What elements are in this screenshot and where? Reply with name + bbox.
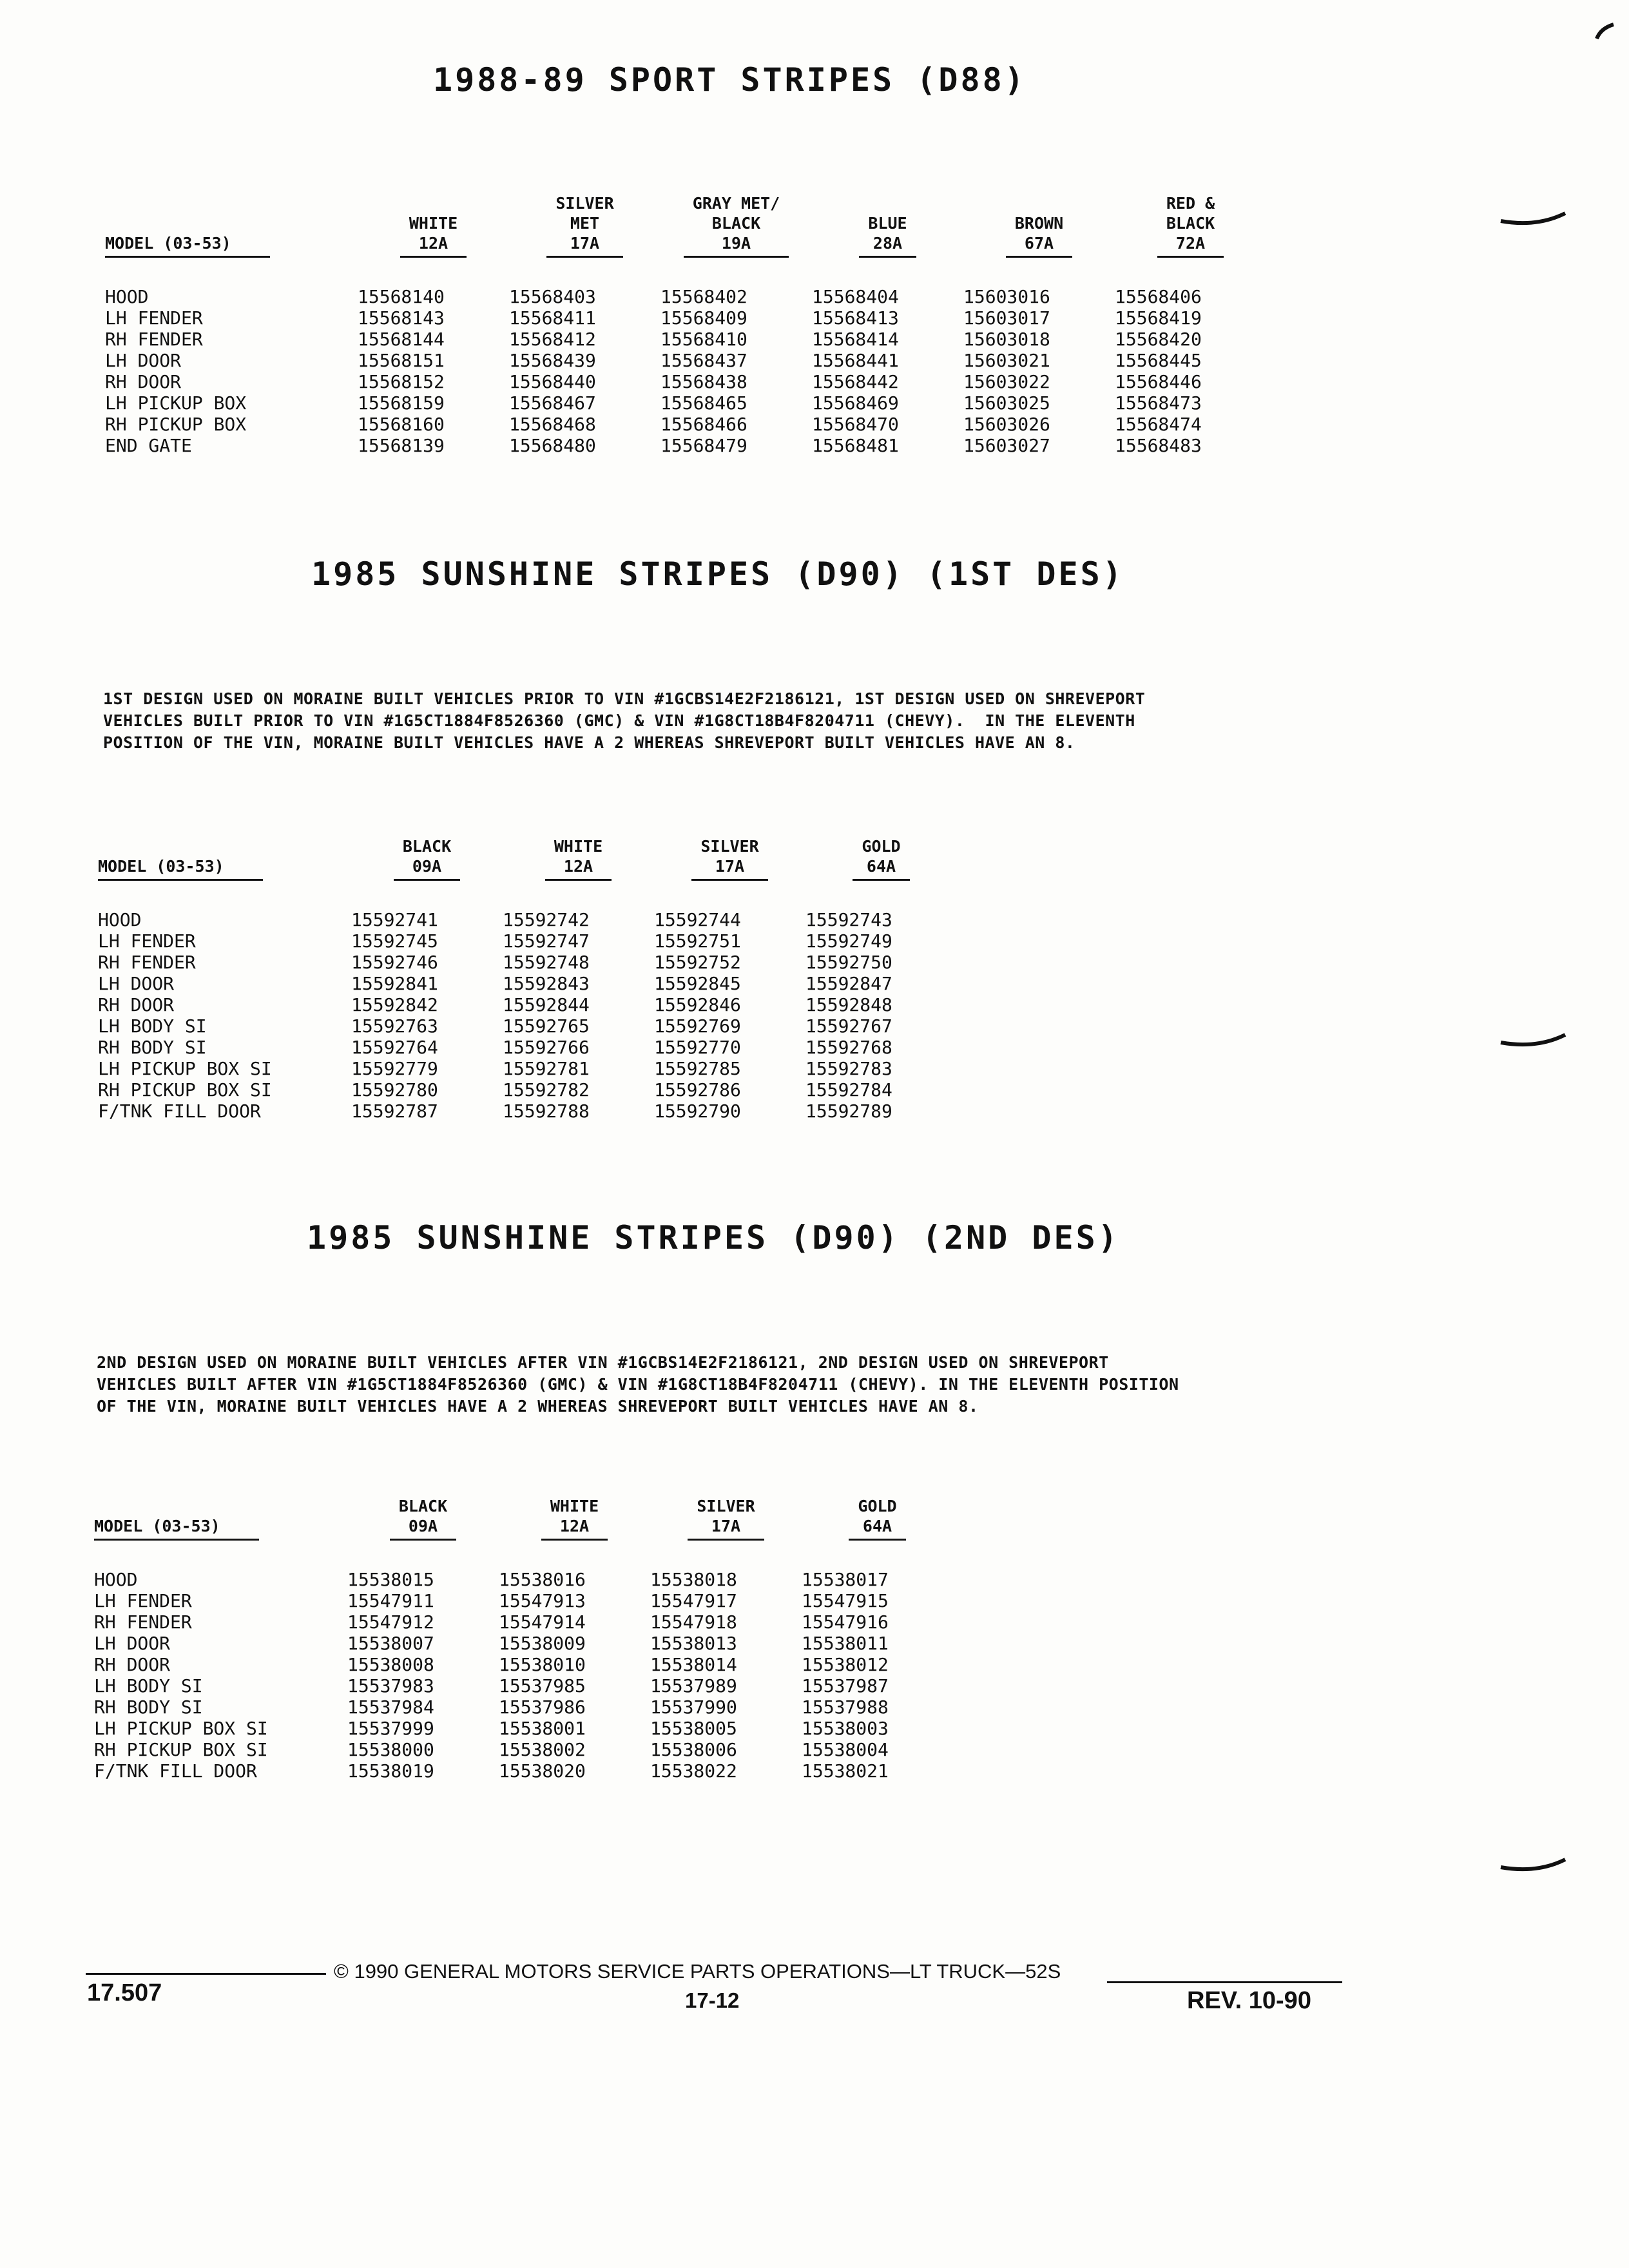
part-name-cell: RH FENDER [105,329,203,350]
part-number-cell: 15568409 [660,307,747,329]
color-column-header [499,1496,650,1543]
part-number-cell: 15592782 [503,1079,590,1100]
table-row [105,350,1266,371]
part-number-cell: 15592848 [805,994,892,1015]
part-number-cell: 15592749 [805,930,892,952]
column-header-line: 17A [715,857,745,876]
part-name-cell: LH DOOR [105,350,182,371]
part-number-cell: 15603017 [963,307,1050,329]
column-header-line: WHITE [409,214,458,233]
model-column-header [94,1496,347,1543]
part-number-cell: 15592764 [351,1037,438,1058]
column-header-line: BLACK [711,214,761,233]
table-row [98,930,957,952]
section-title-sport-stripes: 1988-89 SPORT STRIPES (D88) [433,61,1027,99]
part-number-cell: 15568411 [509,307,596,329]
part-number-cell: 15547918 [650,1611,737,1633]
part-number-cell: 15592763 [351,1015,438,1037]
column-header-line: 09A [408,1517,438,1535]
part-number-cell: 15568406 [1115,286,1202,307]
column-header-line: SILVER [555,194,614,213]
part-number-cell: 15592765 [503,1015,590,1037]
table-row [94,1696,953,1718]
table-row [94,1590,953,1611]
column-header-line: GOLD [862,837,901,856]
part-number-cell: 15547913 [499,1590,586,1611]
part-number-cell: 15568403 [509,286,596,307]
color-column-header [1115,193,1266,260]
table-row [98,973,957,994]
part-number-cell: 15592842 [351,994,438,1015]
color-column-header [660,193,812,260]
section-note-sunshine-1st: 1ST DESIGN USED ON MORAINE BUILT VEHICLES PRIOR TO VIN #1GCBS14E2F2186121, 1ST DESIGN USED ON SHREVEPORT VEHICLES BUILT PRIOR TO VIN #1G5CT1884F8526360 (GMC) & VIN #1G8CT18B4F8204711 (CHEVY). IN THE ELEVENTH POSITION OF THE VIN, MORAINE BUILT VEHICLES HAVE A 2 WHEREAS SHREVEPORT BUILT VEHICLES HAVE AN 8. [103,689,1146,752]
table-row [98,1100,957,1122]
part-number-cell: 15592787 [351,1100,438,1122]
part-number-cell: 15547914 [499,1611,586,1633]
part-number-cell: 15568469 [812,392,899,414]
part-number-cell: 15547912 [347,1611,434,1633]
color-column-header [654,836,805,883]
table-header-row [94,1496,953,1543]
part-number-cell: 15568413 [812,307,899,329]
part-number-cell: 15592780 [351,1079,438,1100]
table-row [98,952,957,973]
column-header-line: BLACK [402,837,452,856]
part-number-cell: 15538012 [802,1654,889,1675]
part-number-cell: 15568442 [812,371,899,392]
parts-table-sport-stripes [105,193,1266,456]
section-note-sunshine-2nd: 2ND DESIGN USED ON MORAINE BUILT VEHICLES AFTER VIN #1GCBS14E2F2186121, 2ND DESIGN USED ON SHREVEPORT VEHICLES BUILT AFTER VIN #1G5CT1884F8526360 (GMC) & VIN #1G8CT18B4F8204711 (CHEVY). IN THE ELEVENTH POSITION OF THE VIN, MORAINE BUILT VEHICLES HAVE A 2 WHEREAS SHREVEPORT BUILT VEHICLES HAVE AN 8. [97,1353,1179,1416]
column-header-line: BROWN [1014,214,1064,233]
part-number-cell: 15592752 [654,952,741,973]
footer-section-number: 17.507 [87,1979,162,2006]
part-name-cell: RH DOOR [94,1654,171,1675]
part-number-cell: 15538003 [802,1718,889,1739]
part-name-cell: RH PICKUP BOX SI [98,1079,272,1100]
column-header-line: RED & [1166,194,1215,213]
part-number-cell: 15568440 [509,371,596,392]
column-header-line: 72A [1175,234,1206,253]
part-number-cell: 15592779 [351,1058,438,1079]
part-number-cell: 15568466 [660,414,747,435]
table-row [94,1611,953,1633]
part-number-cell: 15537988 [802,1696,889,1718]
part-number-cell: 15592766 [503,1037,590,1058]
part-number-cell: 15603025 [963,392,1050,414]
part-number-cell: 15603021 [963,350,1050,371]
part-number-cell: 15537990 [650,1696,737,1718]
color-column-header [509,193,660,260]
column-header-line: GOLD [858,1497,897,1515]
binder-mark-1 [1498,209,1569,238]
parts-table-sunshine-1st [98,836,957,1122]
part-number-cell: 15568481 [812,435,899,456]
part-number-cell: 15568479 [660,435,747,456]
part-number-cell: 15592783 [805,1058,892,1079]
part-number-cell: 15538013 [650,1633,737,1654]
column-header-line: BLACK [1166,214,1215,233]
color-column-header [358,193,509,260]
part-name-cell: RH FENDER [98,952,196,973]
column-header-line: BLACK [398,1497,448,1515]
color-column-header [351,836,503,883]
part-number-cell: 15568140 [358,286,445,307]
part-name-cell: HOOD [94,1569,138,1590]
part-number-cell: 15592741 [351,909,438,930]
binder-mark-3 [1498,1856,1569,1885]
part-number-cell: 15538000 [347,1739,434,1760]
table-row [98,883,957,930]
table-row [98,1037,957,1058]
part-number-cell: 15538006 [650,1739,737,1760]
part-number-cell: 15592790 [654,1100,741,1122]
part-name-cell: LH PICKUP BOX SI [94,1718,268,1739]
part-number-cell: 15568473 [1115,392,1202,414]
part-number-cell: 15537985 [499,1675,586,1696]
footer-rule-left [86,1973,326,1975]
part-number-cell: 15568439 [509,350,596,371]
part-number-cell: 15538015 [347,1569,434,1590]
part-number-cell: 15592785 [654,1058,741,1079]
part-number-cell: 15568441 [812,350,899,371]
part-number-cell: 15592847 [805,973,892,994]
part-number-cell: 15568139 [358,435,445,456]
part-number-cell: 15592846 [654,994,741,1015]
part-number-cell: 15592789 [805,1100,892,1122]
part-number-cell: 15568445 [1115,350,1202,371]
column-header-line: 17A [711,1517,741,1535]
part-number-cell: 15568160 [358,414,445,435]
part-name-cell: LH BODY SI [98,1015,207,1037]
part-name-cell: LH PICKUP BOX SI [98,1058,272,1079]
part-name-cell: LH FENDER [94,1590,192,1611]
column-header-line: MET [570,214,600,233]
part-number-cell: 15568446 [1115,371,1202,392]
part-name-cell: LH FENDER [105,307,203,329]
column-header-line: SILVER [697,1497,755,1515]
part-number-cell: 15568438 [660,371,747,392]
part-number-cell: 15538011 [802,1633,889,1654]
footer-rule-right [1107,1981,1342,1983]
part-number-cell: 15537987 [802,1675,889,1696]
part-name-cell: LH BODY SI [94,1675,203,1696]
part-number-cell: 15592767 [805,1015,892,1037]
part-number-cell: 15592747 [503,930,590,952]
part-number-cell: 15538021 [802,1760,889,1782]
table-header-row [105,193,1266,260]
color-column-header [650,1496,802,1543]
part-number-cell: 15603026 [963,414,1050,435]
part-name-cell: RH PICKUP BOX SI [94,1739,268,1760]
table-row [94,1760,953,1782]
model-column-header [105,193,358,260]
part-number-cell: 15538005 [650,1718,737,1739]
part-number-cell: 15568483 [1115,435,1202,456]
part-number-cell: 15537989 [650,1675,737,1696]
part-name-cell: F/TNK FILL DOOR [98,1100,261,1122]
part-number-cell: 15538018 [650,1569,737,1590]
table-row [94,1633,953,1654]
table-row [105,435,1266,456]
part-number-cell: 15592743 [805,909,892,930]
column-header-line: 12A [563,857,593,876]
column-header-line: WHITE [554,837,603,856]
table-row [94,1675,953,1696]
part-number-cell: 15568467 [509,392,596,414]
part-number-cell: 15538010 [499,1654,586,1675]
table-row [105,329,1266,350]
color-column-header [503,836,654,883]
part-number-cell: 15537999 [347,1718,434,1739]
part-number-cell: 15592746 [351,952,438,973]
column-header-line: BLUE [868,214,907,233]
column-header-line: 12A [559,1517,590,1535]
column-header-line: MODEL (03-53) [94,1517,220,1535]
table-row [105,414,1266,435]
column-header-line: MODEL (03-53) [98,857,224,876]
part-number-cell: 15547916 [802,1611,889,1633]
model-column-header [98,836,351,883]
part-number-cell: 15568470 [812,414,899,435]
part-number-cell: 15592769 [654,1015,741,1037]
part-number-cell: 15568410 [660,329,747,350]
part-number-cell: 15568414 [812,329,899,350]
footer-page-number: 17-12 [685,1988,740,2012]
section-title-sunshine-1st: 1985 SUNSHINE STRIPES (D90) (1ST DES) [311,555,1124,593]
part-number-cell: 15538014 [650,1654,737,1675]
part-number-cell: 15568419 [1115,307,1202,329]
part-number-cell: 15568152 [358,371,445,392]
part-number-cell: 15603016 [963,286,1050,307]
part-number-cell: 15592750 [805,952,892,973]
part-number-cell: 15592770 [654,1037,741,1058]
column-header-line: 64A [862,1517,892,1535]
part-number-cell: 15592751 [654,930,741,952]
part-name-cell: RH FENDER [94,1611,192,1633]
footer-copyright: © 1990 GENERAL MOTORS SERVICE PARTS OPERATIONS—LT TRUCK—52S [334,1960,1061,1983]
part-number-cell: 15592748 [503,952,590,973]
table-row [94,1543,953,1590]
part-number-cell: 15538007 [347,1633,434,1654]
column-header-line: 67A [1024,234,1054,253]
part-number-cell: 15592742 [503,909,590,930]
column-header-line: GRAY MET/ [692,194,780,213]
table-row [94,1654,953,1675]
table-row [94,1718,953,1739]
parts-table-sunshine-2nd [94,1496,953,1782]
part-number-cell: 15592844 [503,994,590,1015]
table-row [98,1079,957,1100]
part-number-cell: 15603018 [963,329,1050,350]
part-number-cell: 15568465 [660,392,747,414]
part-number-cell: 15538008 [347,1654,434,1675]
table-row [105,392,1266,414]
part-name-cell: RH DOOR [98,994,175,1015]
part-number-cell: 15568151 [358,350,445,371]
color-column-header [963,193,1115,260]
part-number-cell: 15538004 [802,1739,889,1760]
part-name-cell: HOOD [98,909,142,930]
column-header-line: MODEL (03-53) [105,234,231,253]
part-number-cell: 15537986 [499,1696,586,1718]
part-number-cell: 15568143 [358,307,445,329]
part-name-cell: LH DOOR [98,973,175,994]
table-row [105,371,1266,392]
part-number-cell: 15538017 [802,1569,889,1590]
part-number-cell: 15592768 [805,1037,892,1058]
part-name-cell: F/TNK FILL DOOR [94,1760,257,1782]
color-column-header [812,193,963,260]
part-number-cell: 15592841 [351,973,438,994]
column-header-line: SILVER [700,837,759,856]
part-number-cell: 15568159 [358,392,445,414]
column-header-line: 09A [412,857,442,876]
part-name-cell: LH PICKUP BOX [105,392,247,414]
part-name-cell: RH DOOR [105,371,182,392]
part-number-cell: 15538016 [499,1569,586,1590]
column-header-line: 19A [721,234,751,253]
part-name-cell: RH BODY SI [98,1037,207,1058]
scan-mark-top [1592,19,1617,45]
part-number-cell: 15538001 [499,1718,586,1739]
part-number-cell: 15568474 [1115,414,1202,435]
column-header-line: 12A [418,234,448,253]
table-row [105,307,1266,329]
table-row [94,1739,953,1760]
color-column-header [805,836,957,883]
part-number-cell: 15568468 [509,414,596,435]
binder-mark-2 [1498,1031,1569,1060]
column-header-line: 28A [872,234,903,253]
part-number-cell: 15568404 [812,286,899,307]
part-number-cell: 15603022 [963,371,1050,392]
column-header-line: 64A [866,857,896,876]
table-row [105,260,1266,307]
part-number-cell: 15592845 [654,973,741,994]
part-number-cell: 15537983 [347,1675,434,1696]
part-number-cell: 15568144 [358,329,445,350]
part-name-cell: RH PICKUP BOX [105,414,247,435]
part-number-cell: 15592788 [503,1100,590,1122]
column-header-line: 17A [570,234,600,253]
part-number-cell: 15538019 [347,1760,434,1782]
table-row [98,1058,957,1079]
part-number-cell: 15537984 [347,1696,434,1718]
part-number-cell: 15538022 [650,1760,737,1782]
part-number-cell: 15592843 [503,973,590,994]
part-number-cell: 15547915 [802,1590,889,1611]
table-row [98,994,957,1015]
part-number-cell: 15538002 [499,1739,586,1760]
part-number-cell: 15568420 [1115,329,1202,350]
part-name-cell: HOOD [105,286,149,307]
part-name-cell: END GATE [105,435,192,456]
part-number-cell: 15568402 [660,286,747,307]
color-column-header [347,1496,499,1543]
table-row [98,1015,957,1037]
section-title-sunshine-2nd: 1985 SUNSHINE STRIPES (D90) (2ND DES) [307,1219,1120,1256]
footer-revision: REV. 10-90 [1187,1987,1311,2014]
part-number-cell: 15547911 [347,1590,434,1611]
part-number-cell: 15547917 [650,1590,737,1611]
color-column-header [802,1496,953,1543]
part-number-cell: 15592781 [503,1058,590,1079]
part-number-cell: 15568412 [509,329,596,350]
part-number-cell: 15603027 [963,435,1050,456]
part-number-cell: 15592786 [654,1079,741,1100]
part-name-cell: LH DOOR [94,1633,171,1654]
part-number-cell: 15538009 [499,1633,586,1654]
part-number-cell: 15592745 [351,930,438,952]
part-number-cell: 15592744 [654,909,741,930]
part-number-cell: 15592784 [805,1079,892,1100]
table-header-row [98,836,957,883]
part-number-cell: 15538020 [499,1760,586,1782]
part-name-cell: LH FENDER [98,930,196,952]
part-number-cell: 15568480 [509,435,596,456]
part-number-cell: 15568437 [660,350,747,371]
part-name-cell: RH BODY SI [94,1696,203,1718]
column-header-line: WHITE [550,1497,599,1515]
